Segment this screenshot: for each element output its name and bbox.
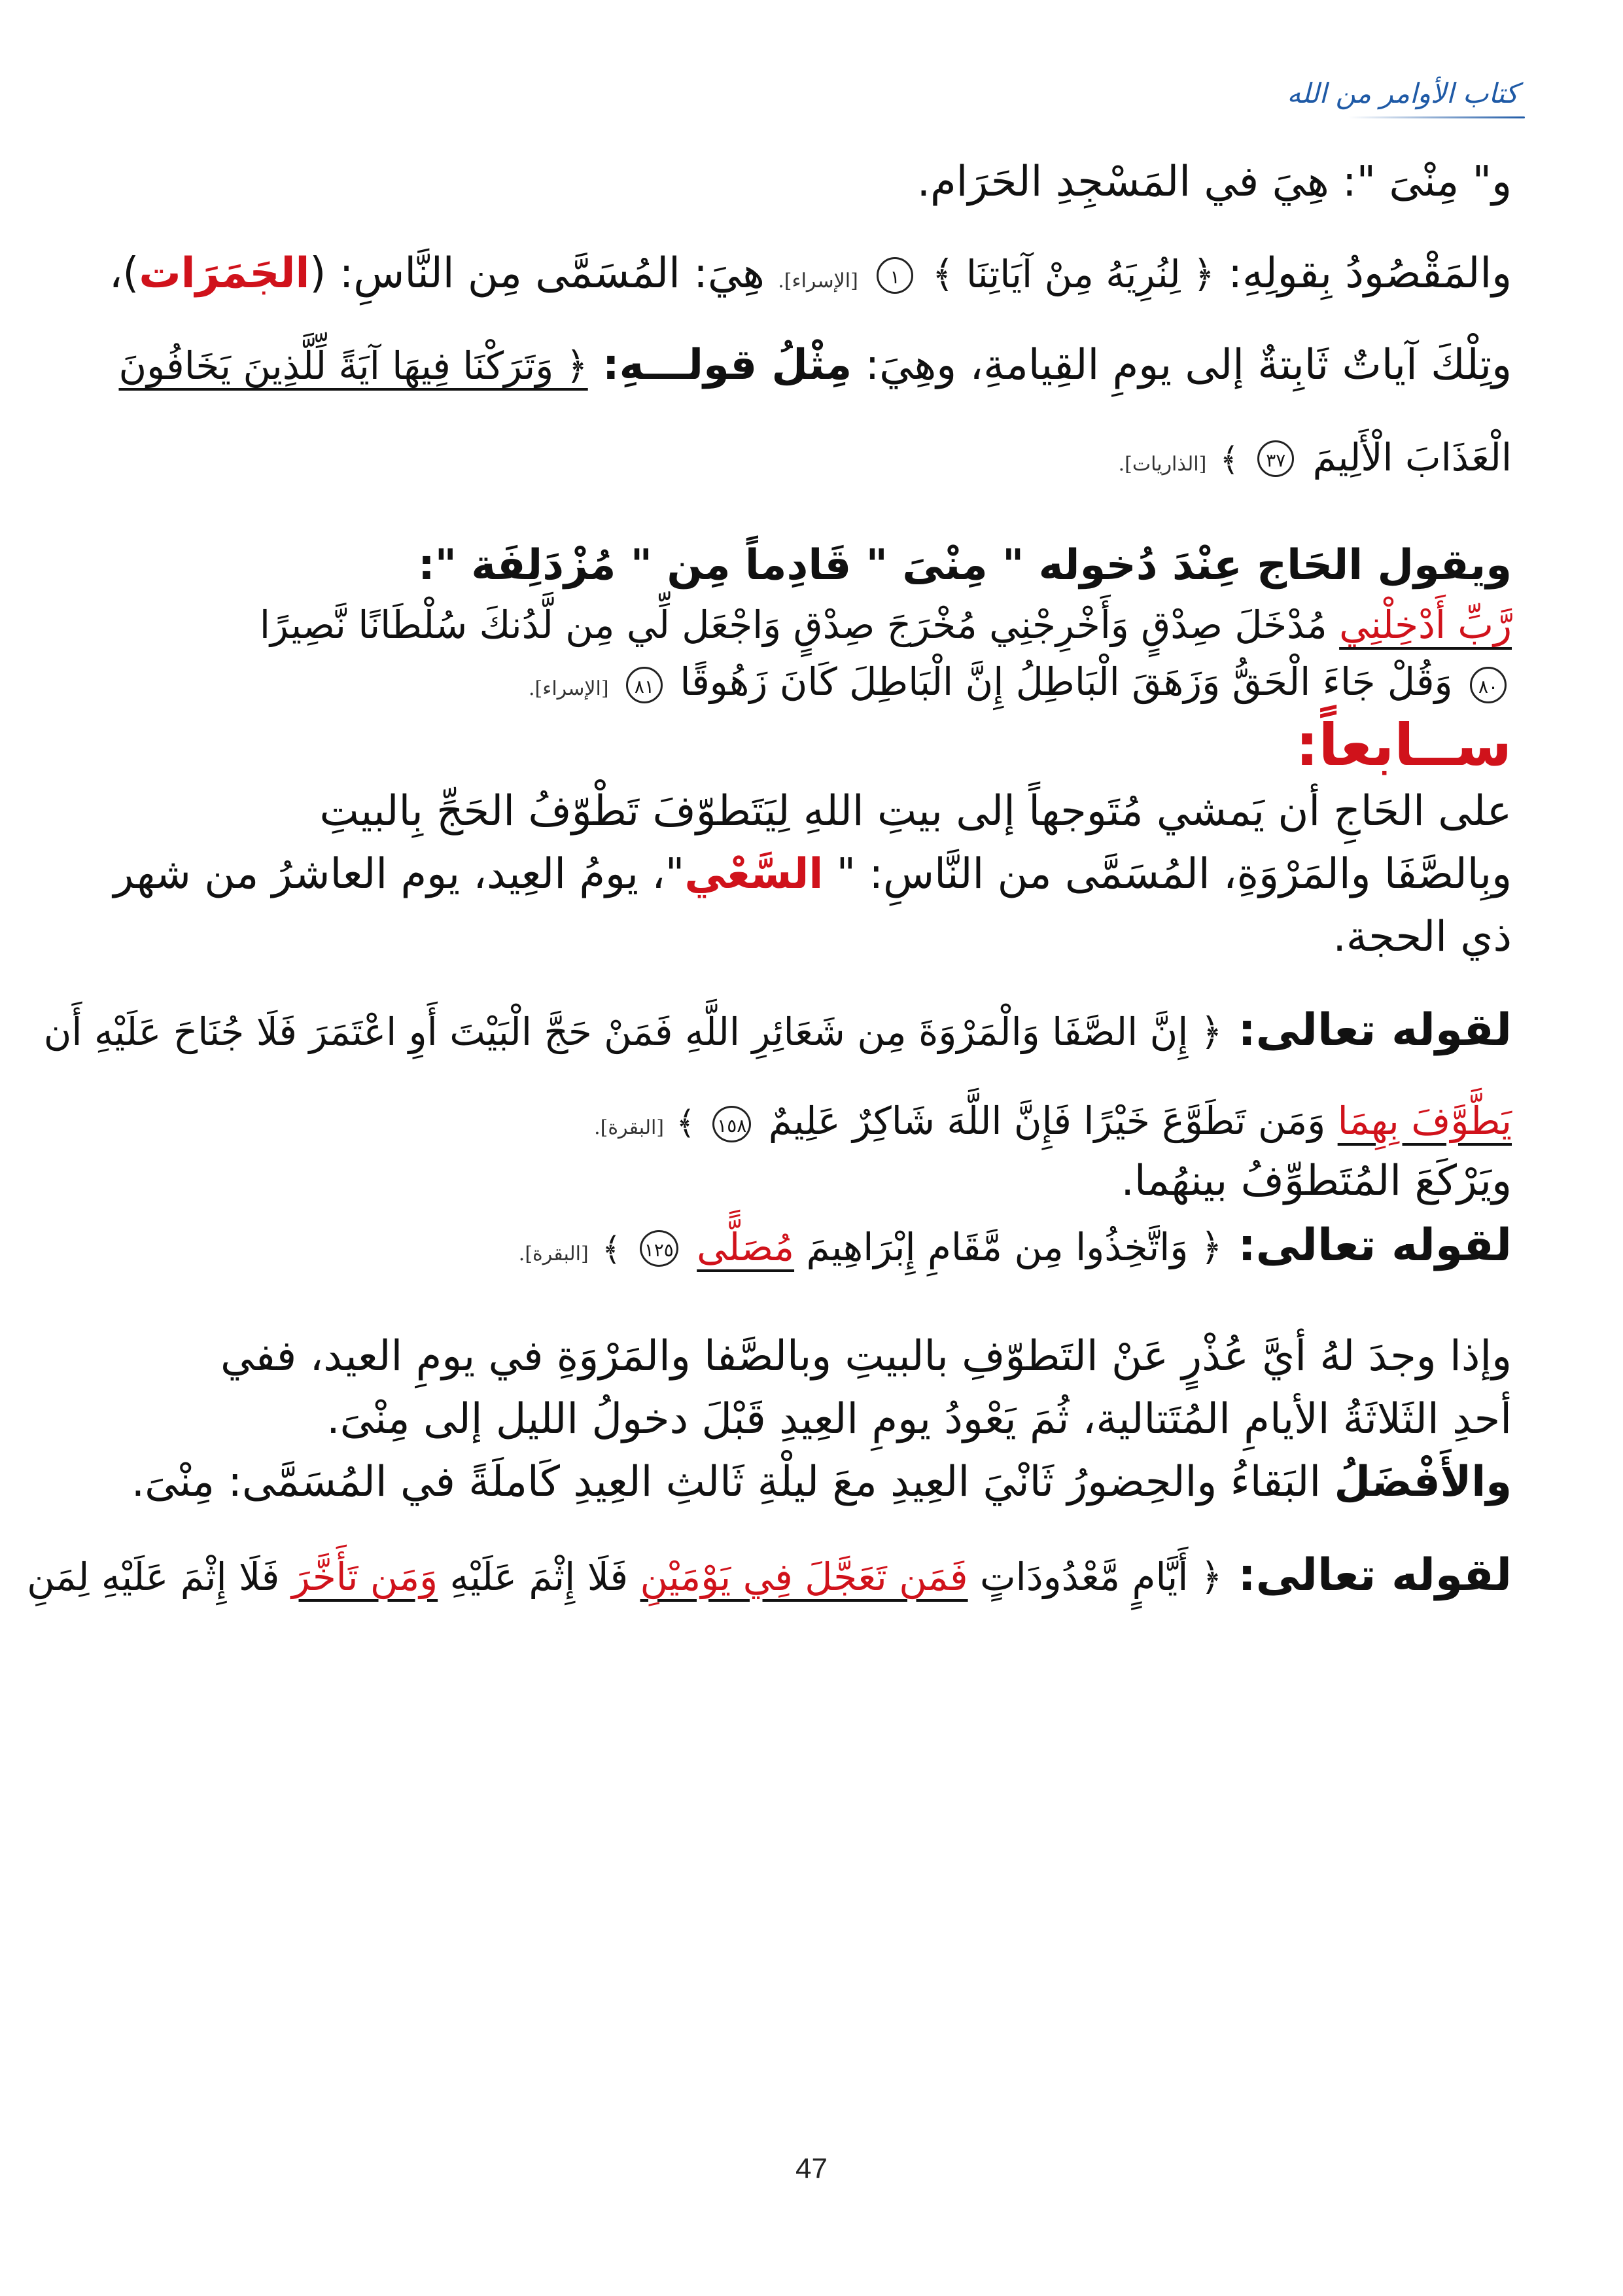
section-heading-seventh: ســابعاً: [1295,711,1512,779]
paragraph-tawaf-end [105,906,1512,968]
paragraph-better-stay [105,1451,1512,1513]
citation-lead: لقوله تعالى: [1222,1004,1512,1056]
ayah-number-marker: ١ [877,257,913,294]
quran-text: وَقُلْ جَاءَ الْحَقُّ وَزَهَقَ الْبَاطِلُ إِنَّ الْبَاطِلَ كَانَ زَهُوقًا [667,660,1465,704]
surah-reference: [الذاريات]. [1118,453,1207,476]
paragraph-tawaf [105,780,1512,843]
highlight-term: وَمَن تَأَخَّرَ [291,1554,438,1599]
paragraph-excuse-continued [105,1388,1512,1451]
text: )، [109,249,139,298]
ayah-number-marker: ٨٠ [1470,667,1507,703]
page-content [27,150,1512,1609]
quran-text: الْعَذَابَ الْأَلِيمَ [1312,435,1512,480]
text: أحدِ الثَلاثَةُ الأيامِ المُتَتالية، ثُمَ يَعْودُ يومِ العِيدِ قَبْلَ دخولُ الليل إلى مِنْىَ. [326,1394,1512,1443]
text: "، يومُ العِيد، يوم العاشرُ من شهر [113,849,685,898]
text: وإذا وجدَ لهُ أيَّ عُذْرٍ عَنْ التَطوّفِ بالبيتِ وبالصَّفا والمَرْوَةِ في يومِ العيد، ففي [220,1332,1512,1381]
header-decorative-rule [1348,116,1525,118]
quran-text: ﴿ إِنَّ الصَّفَا وَالْمَرْوَةَ مِن شَعَائِرِ اللَّهِ فَمَنْ حَجَّ الْبَيْتَ أَوِ اعْتَمَرَ فَلَا جُنَاحَ عَلَيْهِ أَن [43,1009,1223,1054]
surah-reference: [البقرة]. [594,1116,665,1139]
ayah-number-marker: ١٢٥ [640,1230,678,1267]
citation-lead: لقوله تعالى: [1222,1549,1512,1601]
surah-reference: [البقرة]. [518,1242,589,1265]
paragraph-mina-definition [105,150,1512,213]
ayah-number-marker: ١٥٨ [712,1106,751,1142]
page-number: 47 [795,2153,828,2185]
quran-text: فَلَا إِثْمَ عَلَيْهِ لِمَنِ [27,1554,292,1599]
highlight-term: السَّعْي [684,849,824,898]
paragraph-signs-permanent [105,334,1512,397]
paragraph-ayat-meaning [105,242,1512,305]
text: والمَقْصُودُ بِقولِهِ: [1215,249,1512,298]
ayah-number-marker: ٨١ [626,667,663,703]
paragraph-prayer-between [105,1150,1512,1212]
text: ذي الحجة. [1333,912,1512,961]
paragraph-signs-continued [105,425,1512,488]
verse-end-ornament: ﴾ [1219,440,1239,478]
highlight-term: رَّبِّ أَدْخِلْنِي [1339,603,1512,647]
surah-reference: [الإسراء]. [529,677,609,700]
ayah-number-marker: ٣٧ [1257,440,1294,477]
text: وتِلْكَ آياتٌ ثَابِتةٌ إلى يومِ القِيامةِ، وهِيَ: [852,341,1512,389]
quran-citation-days [27,1542,1512,1609]
quran-citation-safa [43,997,1512,1064]
quran-verse [932,252,1215,296]
quran-text: مُدْخَلَ صِدْقٍ وَأَخْرِجْنِي مُخْرَجَ صِدْقٍ وَاجْعَل لِّي مِن لَّدُنكَ سُلْطَانًا نَّصِيرًا [259,603,1340,647]
highlight-term: الجَمَرَات [139,249,310,298]
bold-lead: والأَفْضَلُ [1334,1457,1512,1506]
quran-text: فَلَا إِثْمَ عَلَيْهِ [438,1554,640,1599]
book-title: كتاب الأوامر من الله [1287,77,1518,109]
text: و" مِنْىَ ": هِيَ في المَسْجِدِ الحَرَام. [916,158,1512,206]
text: وبِالصَّفَا والمَرْوَةِ، المُسَمَّى من النَّاسِ: " [823,849,1512,898]
highlight-term: مُصَلًّى [697,1224,795,1269]
quran-text: ﴿ وَاتَّخِذُوا مِن مَّقَامِ إِبْرَاهِيمَ [794,1224,1223,1269]
paragraph-dua-continued [105,654,1512,711]
paragraph-tawaf-continued [105,843,1512,906]
verse-end-ornament: ﴾ [602,1229,621,1268]
text: ويَرْكَعَ المُتَطوِّفُ بينهُما. [1121,1156,1512,1205]
text: البَقاءُ والحِضورُ ثَانْيَ العِيدِ معَ ليلْةِ ثَالثِ العِيدِ كَاملَةً في المُسَمَّى: مِنْىَ. [131,1457,1335,1506]
quran-text: وَمَن تَطَوَّعَ خَيْرًا فَإِنَّ اللَّهَ شَاكِرٌ عَلِيمٌ [756,1098,1338,1143]
quran-citation-safa-continued [105,1093,1512,1150]
paragraph-excuse [105,1325,1512,1388]
text: ويقول الحَاج عِنْدَ دُخوله " مِنْىَ " قَادِماً مِن " مُزْدَلِفَة ": [418,541,1512,590]
verse-end-ornament: ﴾ [676,1103,695,1142]
text: على الحَاجِ أن يَمشي مُتَوجهاً إلى بيتِ اللهِ لِيَتَطوّفَ تَطْوّفُ الحَجِّ بِالبيتِ [319,786,1512,836]
text: هِيَ: المُسَمَّى مِن النَّاسِ: ( [309,249,765,298]
bold-lead: مِثْلُ قولـــهِ: [587,341,852,389]
quran-citation-maqam [105,1212,1512,1279]
quran-text: ﴿ لِنُرِيَهُ مِنْ آيَاتِنَا ﴾ [932,252,1215,296]
citation-lead: لقوله تعالى: [1222,1219,1512,1271]
surah-reference: [الإسراء]. [778,270,858,292]
paragraph-dua [105,597,1512,654]
paragraph-pilgrim-says [105,534,1512,597]
quran-text: ﴿ أَيَّامٍ مَّعْدُودَاتٍ [968,1554,1223,1599]
highlight-term: فَمَن تَعَجَّلَ فِي يَوْمَيْنِ [640,1554,968,1599]
quran-text: ﴿ وَتَرَكْنَا فِيهَا آيَةً لِّلَّذِينَ يَخَافُونَ [118,344,588,388]
highlight-term: يَطَّوَّفَ بِهِمَا [1337,1098,1512,1143]
